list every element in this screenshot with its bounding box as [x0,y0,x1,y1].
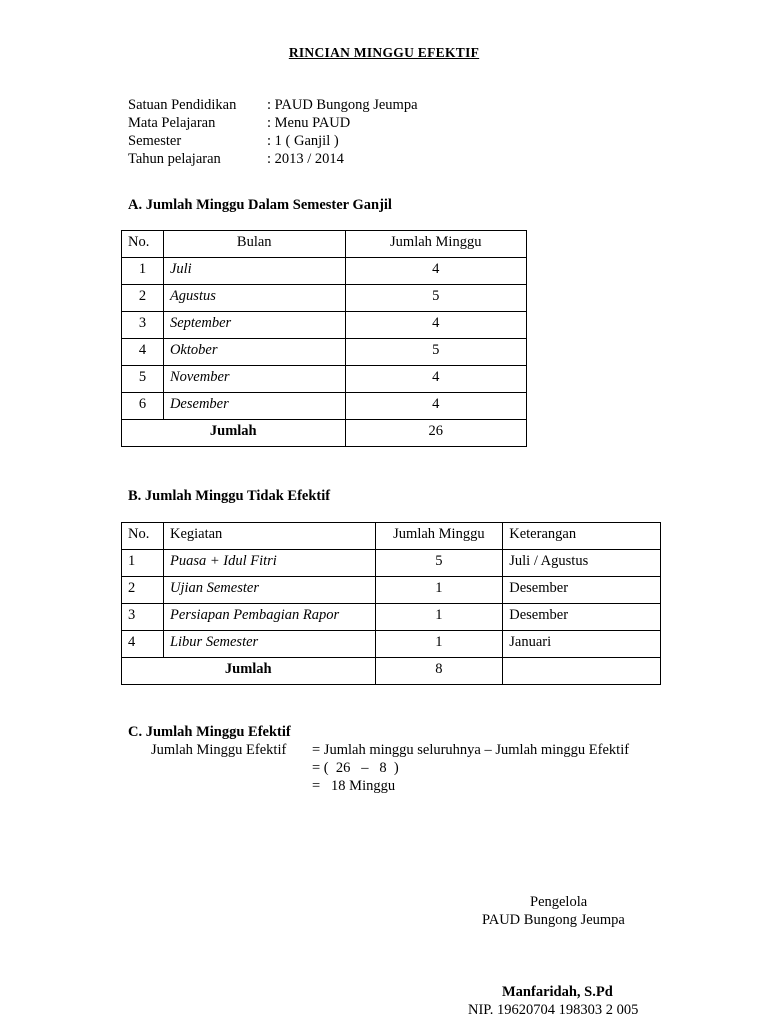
info-label-mapel: Mata Pelajaran [128,115,216,131]
section-c-result: = 18 Minggu [312,778,396,794]
cell-bulan: Desember [163,393,345,420]
cell-bulan: Oktober [163,339,345,366]
cell-keterangan: Juli / Agustus [503,550,661,577]
info-value-satuan: : PAUD Bungong Jeumpa [267,97,418,113]
table-total-row [122,420,527,447]
table-minggu-tidak-efektif [121,522,661,685]
table-row [122,604,661,631]
cell-jumlah: 5 [345,339,527,366]
section-b-heading: B. Jumlah Minggu Tidak Efektif [128,488,331,504]
total-label: Jumlah [122,658,376,685]
cell-jumlah: 5 [375,550,503,577]
cell-kegiatan: Libur Semester [163,631,375,658]
table-row [122,577,661,604]
signature-org: PAUD Bungong Jeumpa [482,912,625,928]
cell-kegiatan: Persiapan Pembagian Rapor [163,604,375,631]
header-keterangan: Keterangan [503,523,661,550]
cell-bulan: September [163,312,345,339]
cell-keterangan: Desember [503,604,661,631]
table-row [122,631,661,658]
table-total-row [122,658,661,685]
cell-no: 5 [122,366,164,393]
cell-no: 4 [122,631,164,658]
cell-no: 1 [122,550,164,577]
cell-no: 3 [122,312,164,339]
cell-kegiatan: Ujian Semester [163,577,375,604]
cell-jumlah: 1 [375,631,503,658]
signature-role: Pengelola [530,894,588,910]
cell-jumlah: 4 [345,366,527,393]
cell-no: 6 [122,393,164,420]
section-c-label: Jumlah Minggu Efektif [151,742,287,758]
table-header-row [122,231,527,258]
total-label: Jumlah [122,420,346,447]
table-row [122,285,527,312]
cell-keterangan: Januari [503,631,661,658]
header-jumlah-minggu: Jumlah Minggu [375,523,503,550]
info-value-mapel: : Menu PAUD [267,115,351,131]
total-value: 8 [375,658,503,685]
cell-no: 3 [122,604,164,631]
cell-bulan: Agustus [163,285,345,312]
table-row [122,366,527,393]
cell-bulan: November [163,366,345,393]
cell-jumlah: 4 [345,258,527,285]
total-value: 26 [345,420,527,447]
cell-bulan: Juli [163,258,345,285]
header-jumlah-minggu: Jumlah Minggu [345,231,527,258]
table-row [122,339,527,366]
cell-keterangan: Desember [503,577,661,604]
header-no: No. [122,231,164,258]
header-bulan: Bulan [163,231,345,258]
cell-jumlah: 1 [375,604,503,631]
cell-no: 2 [122,285,164,312]
header-no: No. [122,523,164,550]
table-header-row [122,523,661,550]
table-row [122,393,527,420]
section-c-formula-line1: = Jumlah minggu seluruhnya – Jumlah minggu Efektif [312,742,630,758]
cell-no: 2 [122,577,164,604]
document-title: RINCIAN MINGGU EFEKTIF [288,45,480,60]
section-a-heading: A. Jumlah Minggu Dalam Semester Ganjil [128,197,392,213]
header-kegiatan: Kegiatan [163,523,375,550]
section-c-formula-line2: = ( 26 – 8 ) [312,760,399,776]
total-keterangan-empty [503,658,661,685]
cell-no: 1 [122,258,164,285]
cell-jumlah: 5 [345,285,527,312]
table-row [122,258,527,285]
cell-jumlah: 4 [345,393,527,420]
cell-kegiatan: Puasa + Idul Fitri [163,550,375,577]
info-label-tahun: Tahun pelajaran [128,151,221,167]
info-value-tahun: : 2013 / 2014 [267,151,344,167]
info-label-satuan: Satuan Pendidikan [128,97,237,113]
table-jumlah-minggu [121,230,527,447]
signature-name: Manfaridah, S.Pd [502,984,613,1000]
cell-jumlah: 1 [375,577,503,604]
cell-no: 4 [122,339,164,366]
info-value-semester: : 1 ( Ganjil ) [267,133,339,149]
info-label-semester: Semester [128,133,182,149]
signature-nip: NIP. 19620704 198303 2 005 [468,1002,639,1018]
table-row [122,312,527,339]
cell-jumlah: 4 [345,312,527,339]
table-row [122,550,661,577]
section-c-heading: C. Jumlah Minggu Efektif [128,724,291,740]
